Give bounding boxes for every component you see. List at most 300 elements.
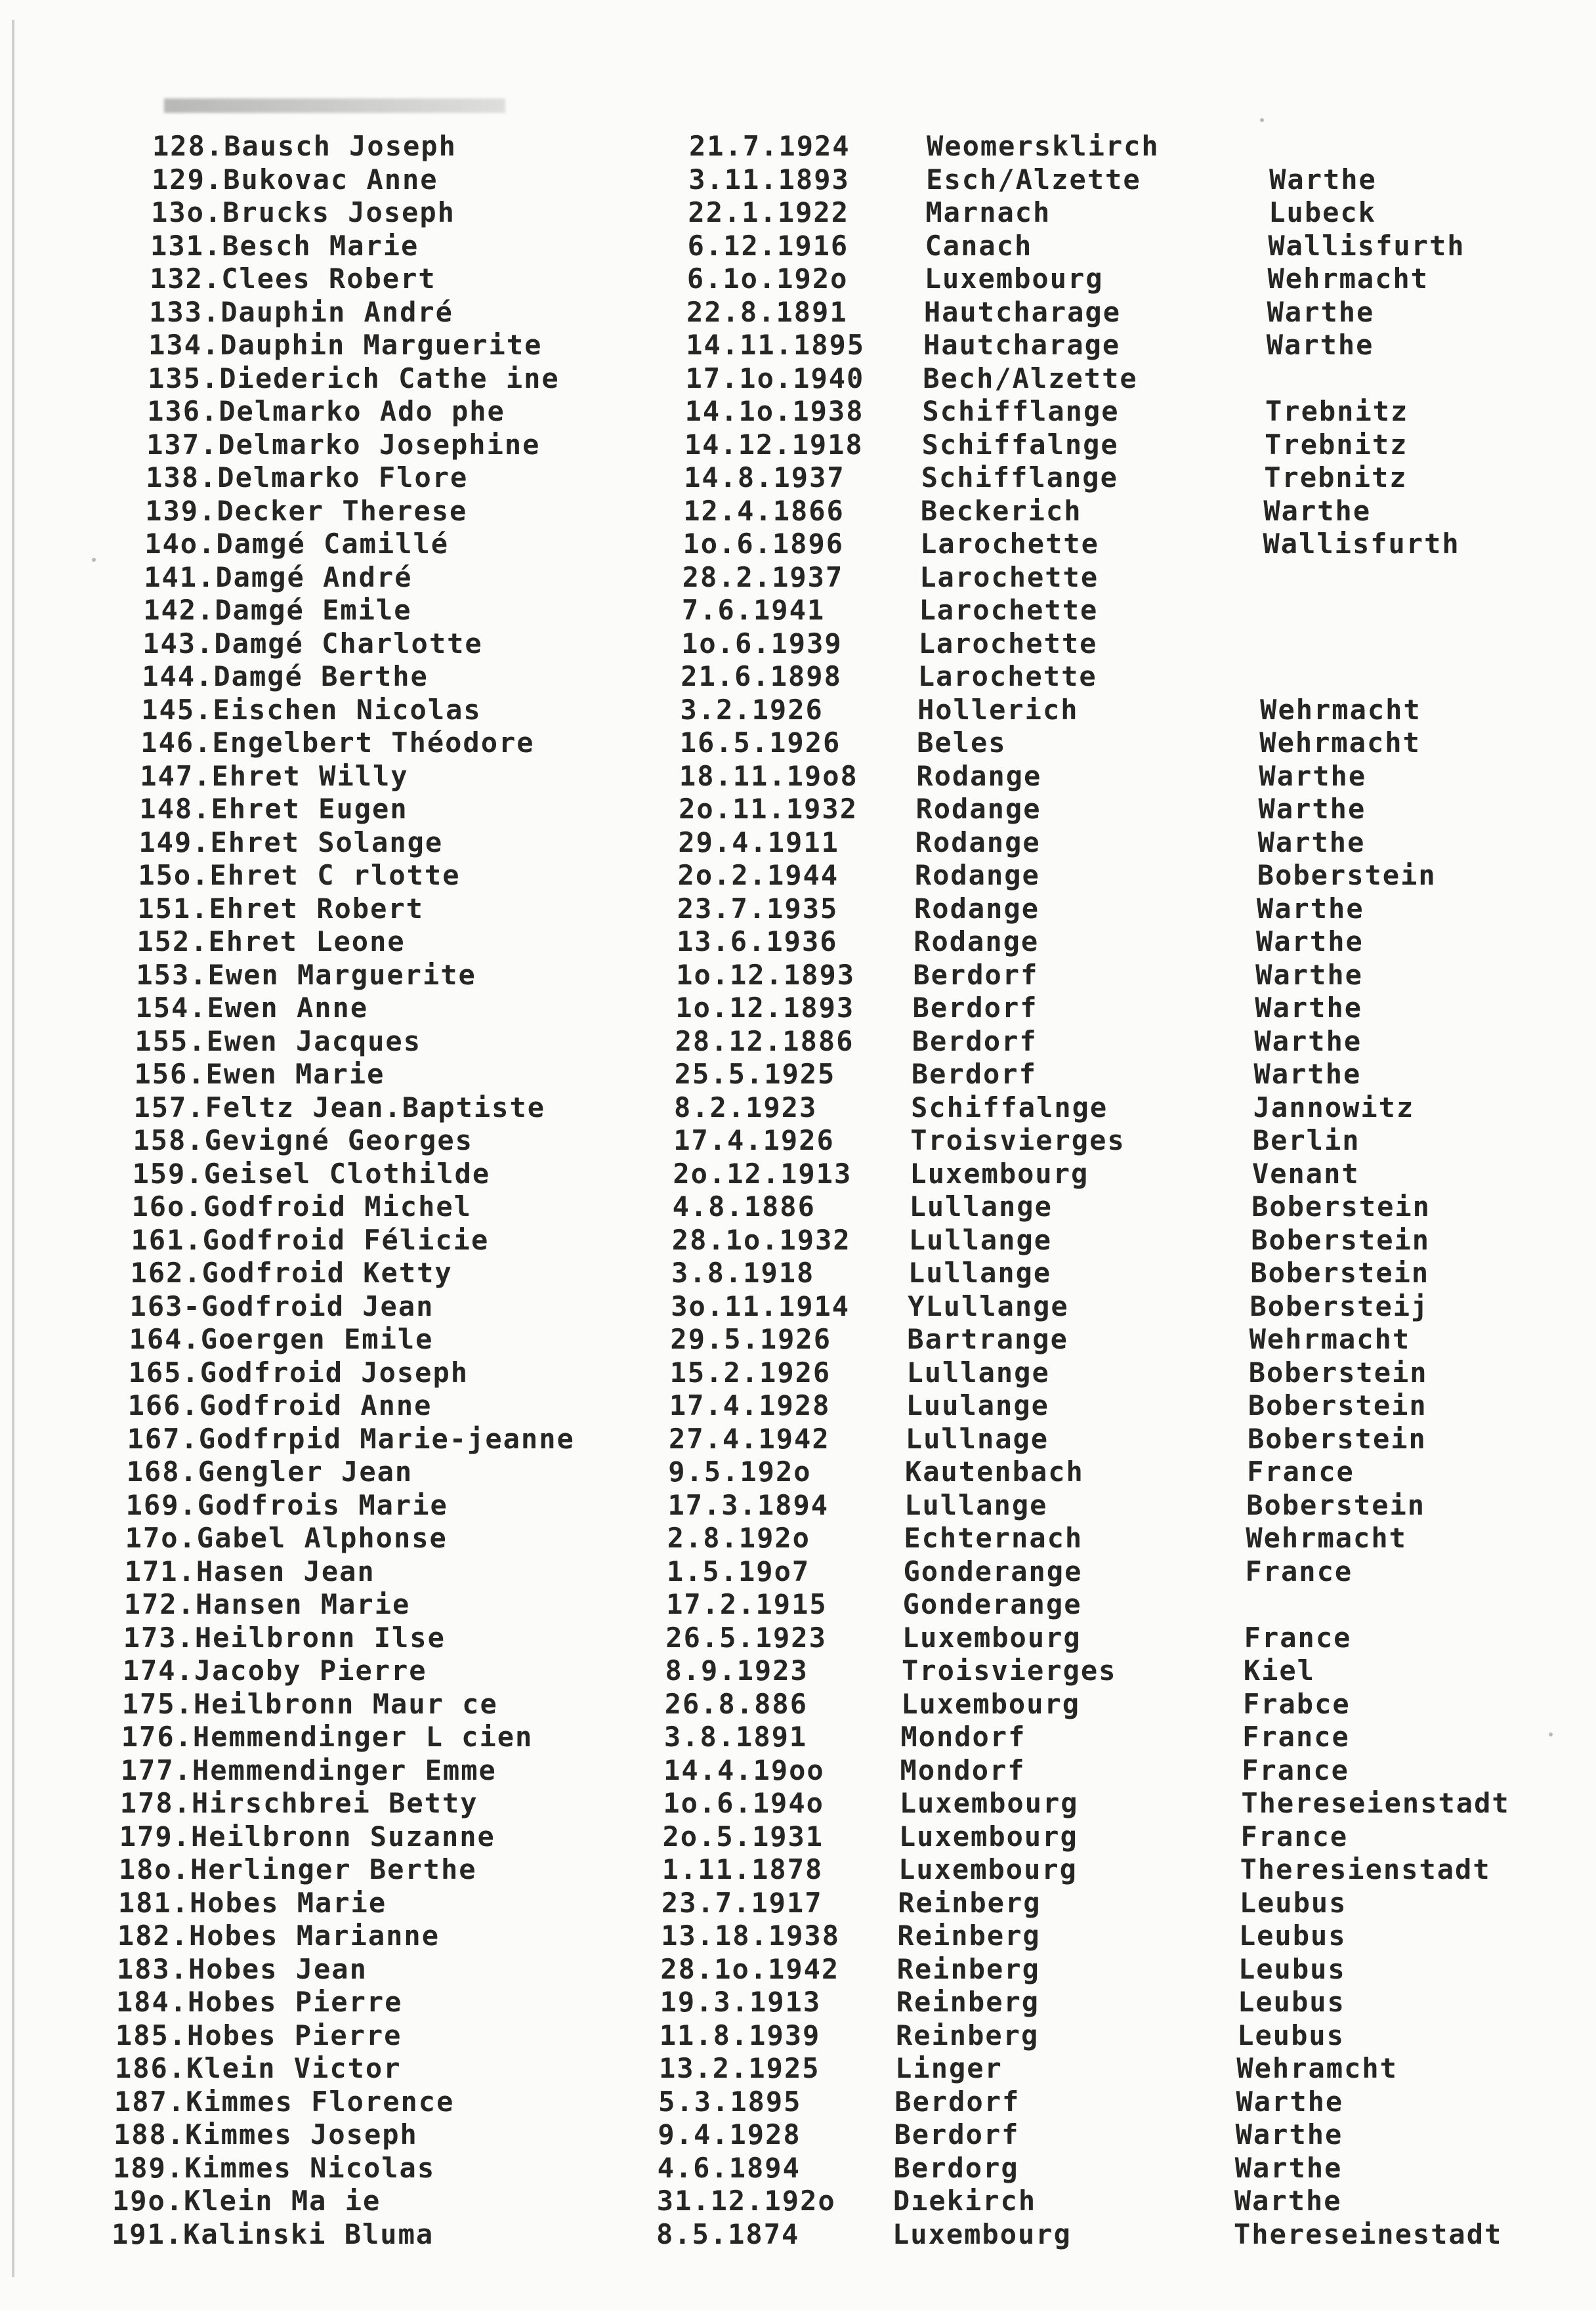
birth-place: Larochette (917, 660, 1097, 692)
birth-place: Canach (925, 229, 1033, 262)
birth-date: 2.8.192o (667, 1522, 810, 1554)
destination: Warthe (1255, 958, 1363, 991)
list-row (0, 1290, 1596, 1323)
list-row (0, 1622, 1596, 1654)
birth-place: Schiffalnge (911, 1091, 1108, 1124)
person-name: 144.Damgé Berthe (142, 660, 429, 692)
person-name: 171.Hasen Jean (124, 1555, 375, 1587)
birth-date: 6.1o.192o (686, 262, 849, 295)
destination: Warthe (1267, 295, 1375, 328)
list-row (0, 793, 1596, 826)
destination: Boberstein (1248, 1389, 1427, 1421)
person-name: 157.Feltz Jean.Baptiste (133, 1091, 546, 1124)
list-row (0, 1555, 1596, 1588)
birth-date: 3o.11.1914 (671, 1290, 850, 1322)
list-row (0, 1489, 1596, 1522)
person-name: 186.Klein Victor (114, 2052, 402, 2084)
birth-place: Luxembourg (924, 262, 1104, 295)
birth-place: Luxembourg (902, 1621, 1082, 1654)
destination: Boberstein (1246, 1488, 1426, 1521)
list-row (0, 726, 1596, 759)
list-row (0, 1124, 1596, 1157)
list-row (0, 925, 1596, 958)
person-name: 155.Ewen Jacques (135, 1024, 421, 1057)
list-row (0, 627, 1596, 660)
list-row (0, 2218, 1596, 2251)
person-name: 136.Delmarko Ado phe (147, 395, 505, 427)
birth-date: 29.4.1911 (678, 826, 839, 858)
list-row (0, 1754, 1596, 1787)
birth-place: Luulange (906, 1389, 1049, 1421)
destination: Lubeck (1269, 196, 1376, 228)
birth-place: Luxembourg (901, 1687, 1081, 1720)
birth-place: Luxembourg (898, 1853, 1078, 1885)
destination: France (1242, 1721, 1350, 1753)
birth-date: 1o.12.1893 (676, 958, 856, 991)
person-name: 181.Hobes Marie (117, 1886, 387, 1919)
birth-place: YLullange (908, 1290, 1069, 1322)
list-row (0, 262, 1596, 295)
destination: Boberstein (1247, 1422, 1427, 1455)
list-row (0, 1389, 1596, 1422)
paper-speck (1549, 1732, 1553, 1736)
list-row (0, 1058, 1596, 1091)
birth-place: Rodange (914, 892, 1040, 925)
birth-date: 8.9.1923 (665, 1654, 808, 1687)
person-name: 13o.Brucks Joseph (151, 196, 455, 228)
birth-date: 27.4.1942 (669, 1422, 830, 1455)
paper-speck (1260, 118, 1264, 122)
birth-date: 23.7.1935 (677, 892, 839, 925)
birth-place: Reinberg (895, 2019, 1040, 2051)
birth-date: 15.2.1926 (669, 1356, 831, 1389)
person-name: 18o.Herlinger Berthe (118, 1853, 477, 1885)
birth-date: 29.5.1926 (670, 1323, 831, 1355)
person-name: 191.Kalinski Bluma (112, 2217, 434, 2250)
person-name: 19o.Klein Ma ie (112, 2185, 381, 2217)
person-name: 187.Kimmes Florence (114, 2085, 455, 2118)
birth-place: Larochette (920, 528, 1099, 560)
birth-place: Rodange (915, 793, 1041, 825)
birth-date: 17.2.1915 (666, 1588, 828, 1620)
destination: Leubus (1238, 1920, 1347, 1952)
list-row (0, 1356, 1596, 1389)
destination: Leubus (1238, 1986, 1345, 2018)
destination: Leubus (1238, 1952, 1346, 1985)
birth-date: 14.11.1895 (686, 329, 866, 361)
person-name: 137.Delmarko Josephine (146, 428, 541, 461)
birth-place: Bech/Alzette (923, 362, 1138, 394)
person-name: 156.Ewen Marie (134, 1058, 385, 1090)
birth-date: 31.12.192o (656, 2185, 836, 2217)
list-row (0, 461, 1596, 494)
birth-date: 19.3.1913 (660, 1986, 822, 2018)
person-name: 145.Eischen Nicolas (141, 693, 482, 726)
person-name: 146.Engelbert Théodore (140, 726, 535, 759)
person-name: 131.Besch Marie (150, 229, 419, 262)
destination: Wehrmacht (1249, 1323, 1411, 1355)
birth-date: 17.3.1894 (667, 1488, 830, 1521)
birth-date: 4.6.1894 (657, 2151, 801, 2184)
destination: Frabce (1242, 1687, 1351, 1720)
destination: Boberstein (1251, 1223, 1431, 1256)
birth-place: Troisvierges (910, 1124, 1125, 1156)
list-row (0, 1522, 1596, 1555)
list-row (0, 362, 1596, 395)
birth-date: 3.8.1891 (663, 1721, 808, 1753)
birth-place: Rodange (915, 826, 1041, 858)
person-name: 179.Heilbronn Suzanne (119, 1820, 495, 1853)
destination: Wehrmacht (1267, 262, 1429, 295)
destination: Warthe (1258, 793, 1366, 825)
person-name: 162.Godfroid Ketty (130, 1257, 453, 1289)
birth-date: 11.8.1939 (659, 2019, 821, 2051)
person-name: 152.Ehret Leone (136, 925, 406, 957)
destination: Trebnitz (1265, 395, 1409, 427)
birth-date: 5.3.1895 (658, 2085, 802, 2118)
list-row (0, 1588, 1596, 1621)
birth-date: 3.2.1926 (680, 693, 824, 726)
list-row (0, 2086, 1596, 2118)
person-name: 133.Dauphin André (149, 295, 453, 328)
person-name: 184.Hobes Pierre (116, 1986, 403, 2018)
birth-place: Larochette (919, 560, 1099, 593)
birth-place: Echternach (904, 1522, 1083, 1554)
person-name: 151.Ehret Robert (137, 892, 424, 925)
birth-place: Dıekirch (892, 2185, 1037, 2217)
birth-date: 9.4.1928 (658, 2118, 801, 2151)
birth-date: 14.4.19oo (663, 1754, 825, 1786)
person-name: 147.Ehret Willy (140, 759, 409, 792)
person-name: 163-Godfroid Jean (129, 1290, 434, 1322)
person-name: 128.Bausch Joseph (152, 130, 457, 162)
destination: Wehramcht (1236, 2052, 1398, 2084)
birth-place: Lullange (906, 1356, 1050, 1389)
person-name: 185.Hobes Pierre (115, 2019, 402, 2051)
list-row (0, 1721, 1596, 1754)
person-name: 134.Dauphin Marguerite (148, 329, 543, 361)
person-name: 161.Godfroid Félicie (131, 1223, 490, 1256)
birth-date: 13.6.1936 (676, 925, 838, 957)
destination: Berlin (1252, 1124, 1360, 1156)
list-row (0, 959, 1596, 992)
list-row (0, 1456, 1596, 1488)
person-name: 167.Godfrpid Marie-jeanne (127, 1422, 575, 1455)
person-name: 183.Hobes Jean (116, 1952, 368, 1985)
person-name: 164.Goergen Emile (129, 1323, 434, 1355)
list-row (0, 1986, 1596, 2019)
birth-place: Mondorf (900, 1721, 1026, 1753)
birth-place: Lullange (908, 1257, 1052, 1289)
birth-date: 21.7.1924 (689, 130, 850, 162)
destination: Boberstein (1251, 1190, 1431, 1223)
destination: Warthe (1266, 329, 1374, 361)
list-row (0, 594, 1596, 627)
person-name: 172.Hansen Marie (123, 1588, 411, 1620)
destination: France (1244, 1621, 1352, 1654)
birth-place: Luxembourg (910, 1157, 1089, 1190)
birth-date: 12.4.1866 (683, 494, 845, 527)
person-name: 182.Hobes Marianne (117, 1920, 440, 1952)
birth-place: Troisvierges (902, 1654, 1117, 1687)
destination: Trebnitz (1265, 428, 1408, 461)
birth-place: Rodange (914, 925, 1040, 957)
birth-place: Linger (895, 2052, 1003, 2084)
person-name: 149.Ehret Solange (138, 826, 444, 858)
destination: Thereseinestadt (1234, 2217, 1503, 2250)
list-row (0, 2019, 1596, 2052)
birth-place: Mondorf (900, 1754, 1026, 1786)
birth-place: Larochette (918, 627, 1098, 660)
birth-place: Luxembourg (892, 2217, 1072, 2250)
destination: Boberstein (1248, 1356, 1428, 1389)
list-row (0, 2152, 1596, 2185)
list-row (0, 1257, 1596, 1290)
birth-date: 4.8.1886 (672, 1190, 816, 1223)
birth-date: 1o.6.1939 (681, 627, 843, 660)
person-name: 173.Heilbronn Ilse (123, 1621, 446, 1654)
birth-date: 21.6.1898 (681, 660, 842, 692)
destination: France (1242, 1754, 1349, 1786)
birth-date: 25.5.1925 (674, 1058, 836, 1090)
person-name: 16o.Godfroid Michel (131, 1190, 472, 1223)
birth-date: 3.11.1893 (688, 163, 850, 196)
birth-date: 26.5.1923 (665, 1621, 827, 1654)
destination: Warthe (1263, 494, 1372, 527)
list-row (0, 495, 1596, 528)
birth-date: 1o.12.1893 (675, 992, 855, 1024)
list-row (0, 2052, 1596, 2085)
birth-date: 22.1.1922 (688, 196, 849, 228)
list-row (0, 892, 1596, 925)
list-row (0, 2118, 1596, 2151)
destination: Warthe (1234, 2185, 1342, 2217)
birth-place: Reinberg (898, 1886, 1041, 1919)
person-name: 168.Gengler Jean (126, 1456, 413, 1488)
destination: Thereseienstadt (1241, 1787, 1510, 1819)
birth-place: Marnach (925, 196, 1051, 228)
destination: Warthe (1269, 163, 1377, 196)
person-name: 153.Ewen Marguerite (136, 958, 476, 991)
birth-place: Schifflange (921, 461, 1118, 494)
birth-place: Hollerich (917, 693, 1079, 726)
list-row (0, 395, 1596, 428)
birth-date: 2o.2.1944 (677, 859, 839, 891)
list-row (0, 429, 1596, 461)
list-row (0, 826, 1596, 859)
birth-place: Reinberg (896, 1986, 1040, 2018)
birth-date: 8.5.1874 (656, 2217, 800, 2250)
destination: Wehrmacht (1259, 726, 1421, 759)
list-row (0, 230, 1596, 262)
destination: Boberstein (1250, 1257, 1430, 1289)
birth-date: 17.4.1926 (673, 1124, 835, 1156)
paper-speck (92, 558, 96, 562)
birth-place: Rodange (914, 859, 1040, 891)
destination: Warthe (1234, 2151, 1343, 2184)
birth-date: 14.12.1918 (684, 428, 864, 461)
list-row (0, 1920, 1596, 1952)
birth-date: 8.2.1923 (673, 1091, 818, 1124)
birth-date: 13.18.1938 (661, 1920, 841, 1952)
person-name: 158.Gevigné Georges (133, 1124, 473, 1156)
person-name: 159.Geisel Clothilde (132, 1157, 491, 1190)
list-row (0, 1224, 1596, 1257)
birth-place: Luxembourg (899, 1787, 1079, 1819)
list-row (0, 992, 1596, 1024)
birth-place: Bartrange (907, 1323, 1068, 1355)
birth-place: Lullange (909, 1190, 1053, 1223)
birth-place: Schifflange (922, 395, 1120, 427)
person-name: 15o.Ehret C rlotte (138, 859, 461, 891)
birth-place: Kautenbach (904, 1456, 1084, 1488)
birth-date: 26.8.886 (664, 1687, 808, 1720)
destination: Jannowitz (1253, 1091, 1415, 1124)
birth-date: 7.6.1941 (681, 594, 826, 626)
person-name: 177.Hemmendinger Emme (120, 1754, 497, 1786)
destination: Theresienstadt (1240, 1853, 1491, 1885)
birth-place: Gonderange (903, 1555, 1083, 1587)
birth-date: 17.4.1928 (669, 1389, 831, 1421)
person-name: 141.Damgé André (144, 560, 413, 593)
destination: Leubus (1237, 2019, 1345, 2051)
birth-place: Reinberg (896, 1952, 1040, 1985)
list-row (0, 1820, 1596, 1853)
birth-place: Hautcharage (923, 295, 1122, 328)
person-name: 174.Jacoby Pierre (122, 1654, 427, 1687)
person-name: 132.Clees Robert (150, 262, 436, 295)
birth-place: Beckerich (920, 494, 1082, 527)
birth-date: 2o.11.1932 (679, 793, 858, 825)
birth-place: Berdorf (913, 958, 1039, 991)
list-row (0, 296, 1596, 329)
destination: Warthe (1254, 1024, 1362, 1057)
list-row (0, 1787, 1596, 1820)
birth-place: Berdorf (894, 2085, 1020, 2118)
destination: Bobersteij (1250, 1290, 1429, 1322)
destination: Warthe (1256, 892, 1364, 925)
birth-date: 16.5.1926 (679, 726, 841, 759)
destination: Warthe (1257, 826, 1366, 858)
birth-place: Berdorf (894, 2118, 1020, 2151)
person-name: 165.Godfroid Joseph (128, 1356, 469, 1389)
list-row (0, 1953, 1596, 1986)
destination: Wehrmacht (1246, 1522, 1407, 1554)
birth-place: Lullnage (905, 1422, 1049, 1455)
birth-place: Larochette (919, 594, 1099, 626)
birth-date: 18.11.19o8 (679, 759, 858, 792)
destination: Warthe (1256, 925, 1364, 957)
birth-date: 23.7.1917 (661, 1886, 823, 1919)
person-name: 189.Kimmes Nicolas (112, 2151, 436, 2184)
birth-place: Berdorg (893, 2151, 1019, 2184)
birth-date: 22.8.1891 (686, 295, 848, 328)
birth-place: Beles (917, 726, 1007, 759)
destination: Wehrmacht (1260, 693, 1421, 726)
person-name: 143.Damgé Charlotte (142, 627, 483, 660)
birth-date: 13.2.1925 (658, 2052, 820, 2084)
person-name: 166.Godfroid Anne (127, 1389, 432, 1421)
list-row (0, 1887, 1596, 1920)
birth-place: Lullange (908, 1223, 1053, 1256)
birth-date: 2o.12.1913 (673, 1157, 852, 1190)
birth-place: Berdorf (912, 1024, 1038, 1057)
person-name: 154.Ewen Anne (135, 992, 369, 1024)
list-row (0, 1025, 1596, 1058)
birth-place: Lullange (904, 1488, 1048, 1521)
birth-place: Gonderange (902, 1588, 1082, 1620)
destination: Warthe (1236, 2085, 1344, 2118)
person-name: 138.Delmarko Flore (146, 461, 469, 494)
list-row (0, 561, 1596, 594)
list-row (0, 329, 1596, 362)
list-row (0, 1654, 1596, 1687)
destination: France (1245, 1555, 1353, 1587)
list-row (0, 528, 1596, 560)
destination: Warthe (1235, 2118, 1343, 2151)
person-name: 142.Damgé Emile (143, 594, 412, 626)
list-row (0, 2185, 1596, 2217)
list-row (0, 1190, 1596, 1223)
person-name: 14o.Damgé Camillé (144, 528, 450, 560)
list-row (0, 859, 1596, 892)
birth-place: Berdorf (911, 1058, 1037, 1090)
destination: Warthe (1255, 992, 1363, 1024)
birth-place: Berdorf (912, 992, 1038, 1024)
person-name: 139.Decker Therese (145, 494, 468, 527)
birth-place: Esch/Alzette (926, 163, 1141, 196)
list-row (0, 694, 1596, 726)
person-name: 178.Hirschbrei Betty (119, 1787, 478, 1819)
birth-date: 17.1o.1940 (685, 362, 865, 394)
destination: Wallisfurth (1263, 528, 1460, 560)
list-row (0, 1853, 1596, 1886)
birth-date: 14.8.1937 (684, 461, 845, 494)
birth-place: Weomersklirch (927, 130, 1160, 162)
destination: Leubus (1239, 1886, 1347, 1919)
list-row (0, 163, 1596, 196)
destination: Kiel (1243, 1654, 1315, 1687)
list-row (0, 1323, 1596, 1356)
list-row (0, 1158, 1596, 1190)
list-row (0, 1688, 1596, 1721)
birth-date: 1.11.1878 (662, 1853, 824, 1885)
birth-date: 28.1o.1942 (660, 1952, 840, 1985)
person-name: 188.Kimmes Joseph (113, 2118, 418, 2151)
birth-date: 2o.5.1931 (662, 1820, 824, 1853)
destination: France (1240, 1820, 1349, 1853)
destination: Venant (1251, 1157, 1360, 1190)
person-name: 17o.Gabel Alphonse (125, 1522, 448, 1554)
birth-date: 28.2.1937 (682, 560, 844, 593)
birth-date: 6.12.1916 (687, 229, 849, 262)
destination: Wallisfurth (1268, 229, 1465, 262)
birth-place: Rodange (916, 759, 1042, 792)
list-row (0, 660, 1596, 693)
birth-place: Hautcharage (923, 329, 1121, 361)
birth-date: 1o.6.194o (663, 1787, 824, 1819)
destination: Warthe (1253, 1058, 1362, 1090)
birth-place: Reinberg (897, 1920, 1041, 1952)
destination: Boberstein (1257, 859, 1437, 891)
birth-date: 3.8.1918 (671, 1257, 815, 1289)
person-name: 129.Bukovac Anne (152, 163, 438, 196)
list-row (0, 1423, 1596, 1456)
list-row (0, 196, 1596, 229)
list-row (0, 760, 1596, 793)
destination: Warthe (1259, 759, 1367, 792)
list-row (0, 1091, 1596, 1124)
